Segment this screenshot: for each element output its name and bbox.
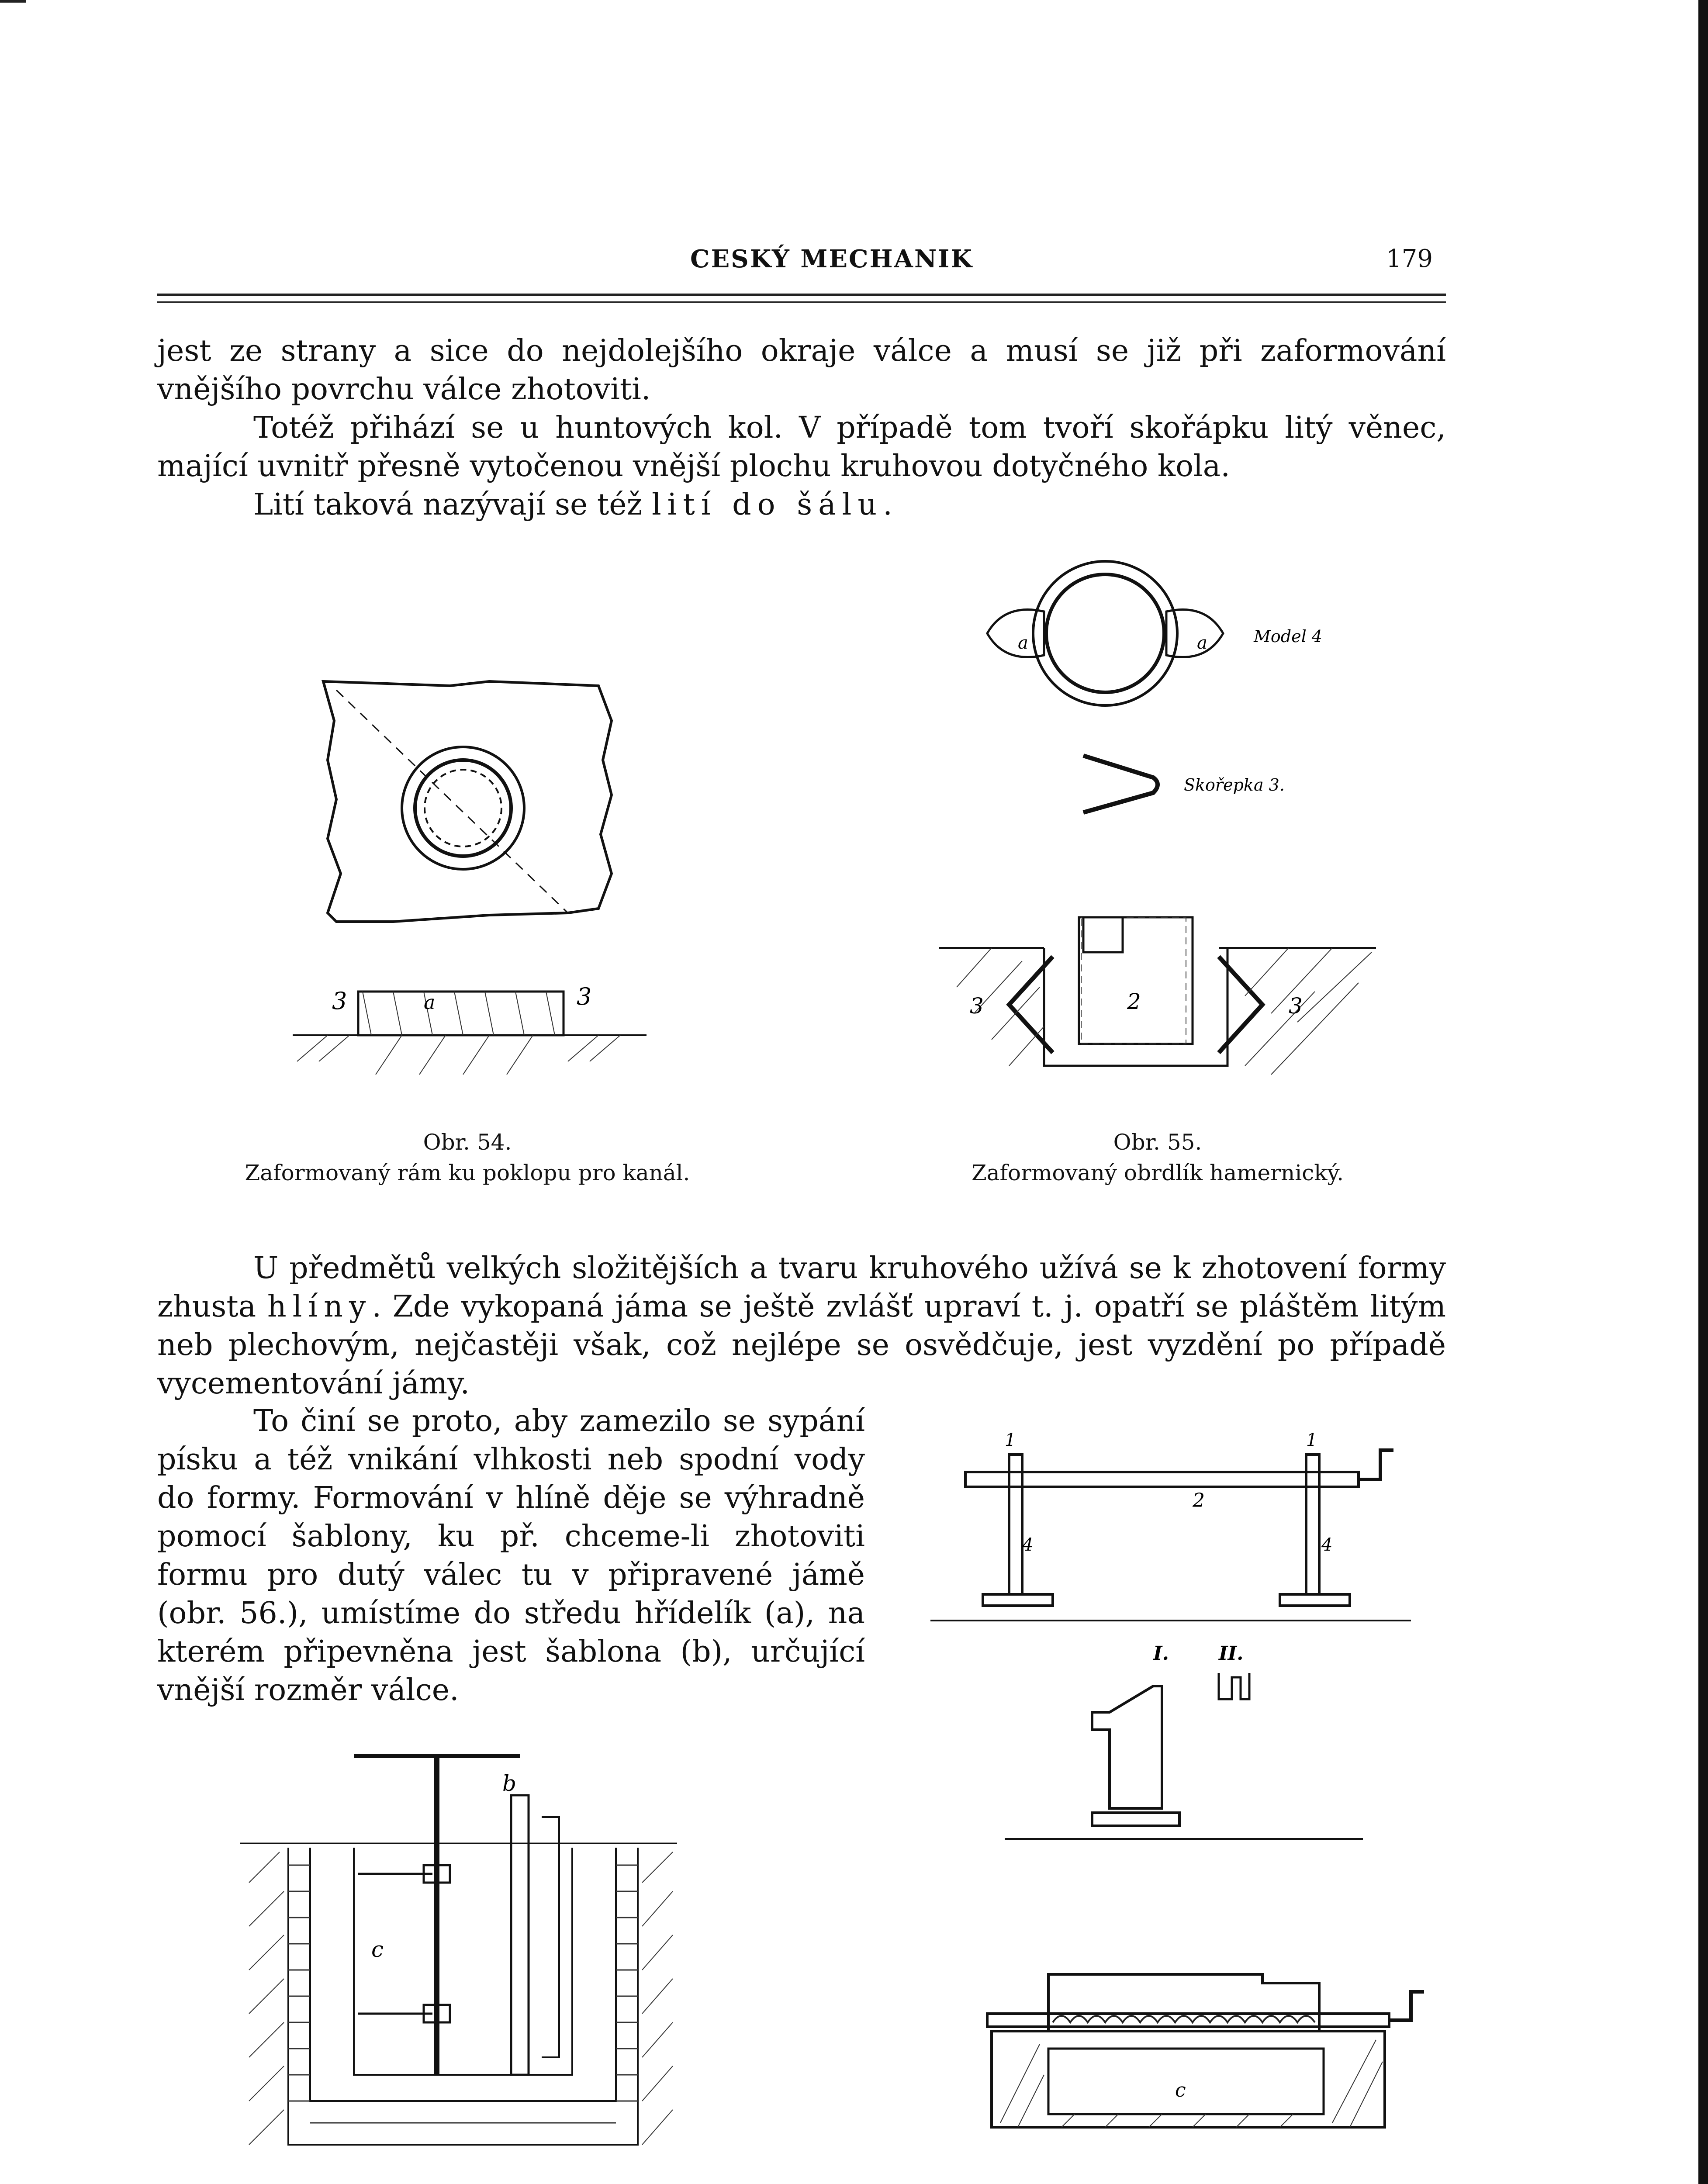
paragraph-1: jest ze strany a sice do nejdolejšího okraje válce a musí se již při zaformování vnějšího povrchu válce zhotoviti. (157, 334, 1446, 407)
header-rule (157, 294, 1446, 296)
fig57-mark: 2 (1193, 1489, 1205, 1512)
fig54-mark: 3 (332, 987, 347, 1015)
page-number: 179 (1386, 245, 1433, 273)
fig55-mark: 3 (970, 993, 984, 1019)
journal-title: CESKÝ MECHANIK (690, 245, 973, 273)
figure-55-label: Obr. 55. (1113, 1130, 1202, 1155)
scan-edge-right (1698, 0, 1708, 2184)
paragraph-block-left (157, 1402, 865, 1710)
paragraph-2: Totéž přihází se u huntových kol. V případě tom tvoří skořápku litý věnec, mající uvnitř přesně vytočenou vnější plochu kruhovou dotyčného kola. (157, 411, 1446, 484)
fig55-mark: a (1197, 633, 1207, 653)
fig54-mark: a (424, 992, 436, 1014)
paragraph-4: U předmětů velkých složitějších a tvaru kruhového užívá se k zhotovení formy zhusta hlíny. Zde vykopaná jáma se ještě zvlášť upraví t. j. opatří se pláštěm litým neb plechovým, nejčastěji však, což nejlépe se osvědčuje, jest vyzdění po případě vycementování jámy. (157, 1251, 1446, 1401)
spaced-term: hlíny (267, 1289, 372, 1324)
fig57-mark: I. (1153, 1642, 1169, 1665)
fig57-mark: 4 (1022, 1535, 1034, 1555)
paragraph-3: Lití taková nazývají se též lití do šálu. (253, 487, 892, 522)
figure-55-caption: Zaformovaný obrdlík hamernický. (971, 1160, 1344, 1185)
header-rule-thin (157, 301, 1446, 303)
spaced-term: lití do šálu (651, 487, 883, 522)
figure-55-caption-block (882, 1127, 1433, 1188)
figure-57-stand (930, 1428, 1433, 1625)
scan-edge (0, 0, 26, 3)
figure-55-section (939, 882, 1398, 1127)
fig57-mark: 1 (1306, 1430, 1317, 1450)
running-header (157, 245, 1446, 275)
fig57-mark: 4 (1321, 1535, 1333, 1555)
paragraph-5: To činí se proto, aby zamezilo se sypání písku a též vnikání vlhkosti neb spodní vody do formy. Formování v hlíně děje se výhradně pomocí šablony, ku př. chceme-li zhotoviti formu pro dutý válec tu v připravené jámě (obr. 56.), umístíme do středu hřídelík (a), na kterém připevněna jest šablona (b), určující vnější rozměr válce. (157, 1404, 865, 1707)
fig57-mark: 1 (1005, 1430, 1016, 1450)
fig55-mark: Skořepka 3. (1184, 775, 1285, 795)
figure-54-caption-block (192, 1127, 743, 1188)
fig55-mark: 2 (1127, 989, 1141, 1014)
figure-57-bracket (1005, 1634, 1376, 1843)
figure-56-drawing (240, 1743, 677, 2175)
fig56-mark: c (371, 1937, 384, 1962)
fig55-mark: a (1018, 633, 1028, 653)
fig56-mark: b (502, 1771, 517, 1796)
figure-54-caption: Zaformovaný rám ku poklopu pro kanál. (245, 1160, 690, 1185)
fig54-mark: 3 (577, 983, 592, 1010)
fig55-mark: 3 (1289, 993, 1303, 1019)
fig57-mark: c (1175, 2079, 1186, 2101)
figure-54-label: Obr. 54. (423, 1130, 512, 1155)
paragraph-block-top (157, 332, 1446, 524)
paragraph-block-middle (157, 1249, 1446, 1403)
figure-54-drawing (262, 668, 655, 1092)
fig55-mark: Model 4 (1254, 627, 1323, 646)
figure-57-box (974, 1966, 1433, 2162)
fig57-mark: II. (1219, 1642, 1244, 1665)
